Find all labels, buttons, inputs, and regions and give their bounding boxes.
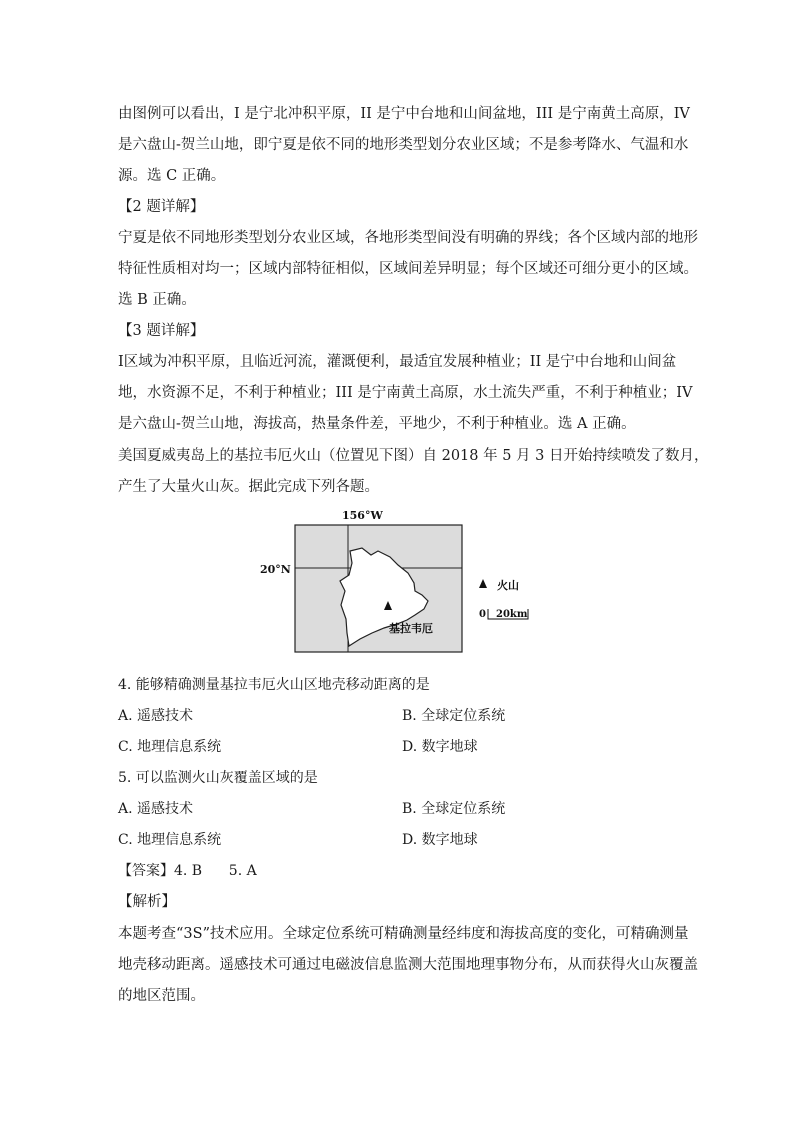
para3-line-1: Ⅰ区域为冲积平原，且临近河流，灌溉便利，最适宜发展种植业；II 是宁中台地和山间盆	[118, 354, 677, 370]
analysis-line-3: 的地区范围。	[118, 988, 205, 1004]
para3-line-2: 地，水资源不足，不利于种植业；III 是宁南黄土高原，水土流失严重，不利于种植业；IV	[118, 385, 693, 401]
para2-line-1: 宁夏是依不同地形类型划分农业区域，各地形类型间没有明确的界线；各个区域内部的地形	[118, 230, 698, 246]
legend-volcano-icon	[479, 579, 487, 588]
q5-option-d: D. 数字地球	[402, 832, 478, 848]
q5-option-c: C. 地理信息系统	[118, 832, 222, 848]
q2-heading: 【2 题详解】	[118, 199, 205, 215]
latitude-label: 20°N	[260, 563, 291, 576]
para2-line-2: 特征性质相对均一；区域内部特征相似，区域间差异明显；每个区域还可细分更小的区域。	[118, 261, 698, 277]
para3-line-3: 是六盘山-贺兰山地，海拔高，热量条件差，平地少，不利于种植业。选 A 正确。	[118, 416, 636, 432]
kilauea-label: 基拉韦厄	[389, 622, 433, 635]
intro-line-2: 产生了大量火山灰。据此完成下列各题。	[118, 479, 379, 495]
q4-stem: 4. 能够精确测量基拉韦厄火山区地壳移动距离的是	[118, 677, 430, 693]
q5-option-a: A. 遥感技术	[118, 801, 194, 817]
para2-line-3: 选 B 正确。	[118, 292, 196, 308]
para1-line-3: 源。选 C 正确。	[118, 168, 226, 184]
analysis-line-1: 本题考查“3S”技术应用。全球定位系统可精确测量经纬度和海拔高度的变化，可精确测量	[118, 926, 689, 942]
analysis-heading: 【解析】	[118, 894, 176, 910]
q4-option-b: B. 全球定位系统	[402, 708, 506, 724]
para1-line-2: 是六盘山-贺兰山地，即宁夏是依不同的地形类型划分农业区域；不是参考降水、气温和水	[118, 137, 689, 153]
longitude-label: 156°W	[342, 509, 383, 522]
para1-line-1: 由图例可以看出，I 是宁北冲积平原，II 是宁中台地和山间盆地，III 是宁南黄土高原，IV	[118, 106, 690, 122]
scale-distance-label: 20km	[496, 609, 528, 620]
q3-heading: 【3 题详解】	[118, 323, 205, 339]
analysis-line-2: 地壳移动距离。遥感技术可通过电磁波信息监测大范围地理事物分布，从而获得火山灰覆盖	[118, 957, 698, 973]
intro-line-1: 美国夏威夷岛上的基拉韦厄火山（位置见下图）自 2018 年 5 月 3 日开始持续喷发了数月，	[118, 448, 709, 464]
legend-volcano-label: 火山	[497, 579, 519, 592]
q5-option-b: B. 全球定位系统	[402, 801, 506, 817]
q4-option-c: C. 地理信息系统	[118, 739, 222, 755]
hawaii-location-map	[252, 505, 542, 655]
q5-stem: 5. 可以监测火山灰覆盖区域的是	[118, 770, 318, 786]
map-figure	[252, 505, 542, 655]
q4-option-a: A. 遥感技术	[118, 708, 194, 724]
q4-option-d: D. 数字地球	[402, 739, 478, 755]
answer-line: 【答案】4. B 5. A	[118, 863, 257, 879]
scale-zero-label: 0	[479, 609, 486, 620]
